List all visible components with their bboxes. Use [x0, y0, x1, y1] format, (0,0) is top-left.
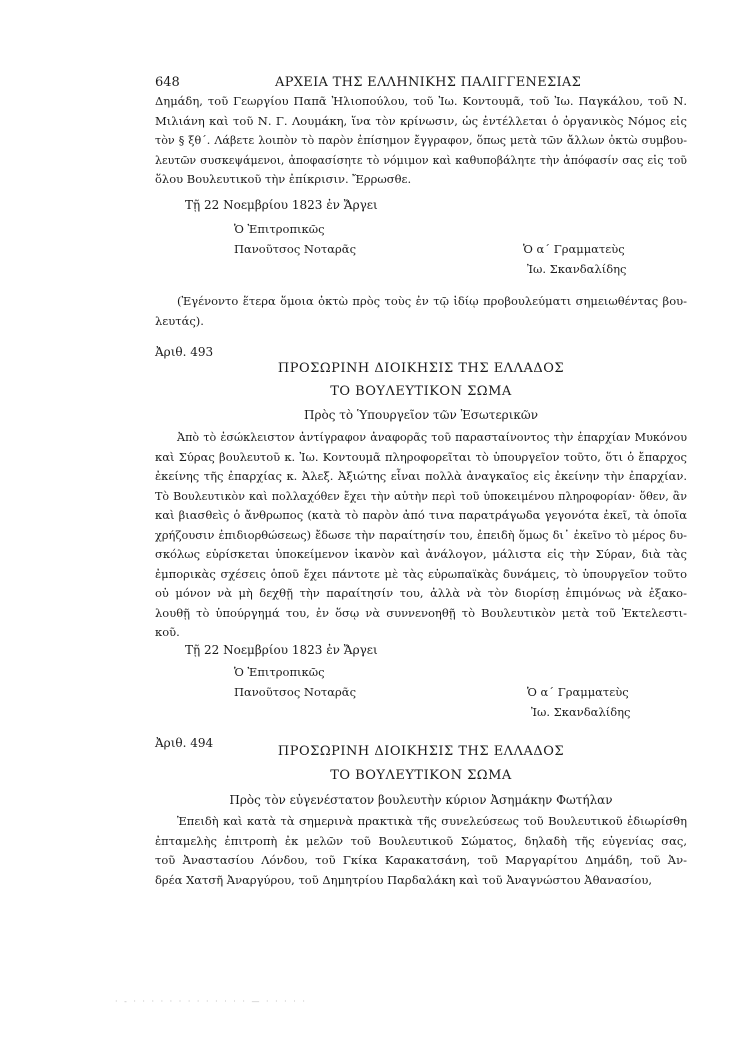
text-line: ὅλου Βουλευτικοῦ τὴν ἐπίκρισιν. Ἔρρωσθε.: [155, 172, 412, 186]
doc2-title-2: ΤΟ ΒΟΥΛΕΥΤΙΚΟΝ ΣΩΜΑ: [330, 384, 512, 399]
doc3-body: [155, 812, 687, 890]
text-line: λουθῇ τὸ ὑπούργημά του, ἐν ὅσῳ νὰ συννενοηθῇ τὸ Βουλευτικὸν μετὰ τοῦ Ἐκτελεστι-: [155, 605, 687, 620]
text-line: Δημάδη, τοῦ Γεωργίου Παπᾶ Ἠλιοπούλου, τοῦ Ἰω. Κοντουμᾶ, τοῦ Ἰω. Παγκάλου, τοῦ Ν.: [155, 94, 687, 108]
doc1-note: [155, 292, 687, 331]
running-title: ΑΡΧΕΙΑ ΤΗΣ ΕΛΛΗΝΙΚΗΣ ΠΑΛΙΓΓΕΝΕΣΙΑΣ: [275, 75, 582, 90]
page-number: 648: [155, 75, 180, 90]
doc2-body: [155, 428, 687, 643]
doc1-signer-right-title: Ὁ α΄ Γραμματεὺς: [523, 242, 625, 256]
doc2-title-1: ΠΡΟΣΩΡΙΝΗ ΔΙΟΙΚΗΣΙΣ ΤΗΣ ΕΛΛΑΔΟΣ: [277, 361, 565, 376]
text-line: τοῦ Ἀναστασίου Λόνδου, τοῦ Γκίκα Καρακατσάνη, τοῦ Μαργαρίτου Δημάδη, τοῦ Ἀν-: [155, 853, 687, 867]
text-line: Μιλιάνη καὶ τοῦ Ν. Γ. Λουμάκη, ἵνα τὸν κρίνωσιν, ὡς ἐντέλλεται ὁ ὀργανικὸς Νόμος εἰς: [155, 113, 687, 128]
text-line: καὶ Σύρας βουλευτοῦ κ. Ἰω. Κοντουμᾶ πληροφορεῖται τὸ ὑπουργεῖον τοῦτο, ὅτι ὁ ἔπαρχος: [155, 449, 687, 464]
text-line: Ἀπὸ τὸ ἐσώκλειστον ἀντίγραφον ἀναφορᾶς τοῦ παρασταίνοντος τὴν ἐπαρχίαν Μυκόνου: [177, 431, 687, 444]
text-line: ἐκείνης τῆς ἐπαρχίας κ. Ἀλεξ. Ἀξιώτης εἶναι πολλὰ ἀναγκαῖος εἰς ἐκείνην τὴν ἐπαρχίαν.: [155, 469, 687, 483]
doc1-signer-right-name: Ἰω. Σκανδαλίδης: [527, 262, 627, 276]
doc2-number: Ἀριθ. 493: [155, 345, 214, 359]
doc3-title-1: ΠΡΟΣΩΡΙΝΗ ΔΙΟΙΚΗΣΙΣ ΤΗΣ ΕΛΛΑΔΟΣ: [277, 744, 565, 759]
doc2-date: Τῇ 22 Νοεμβρίου 1823 ἐν Ἄργει: [185, 643, 378, 657]
text-line: καὶ βιασθεὶς ὁ ἄνθρωπος (κατὰ τὸ παρὸν ἀπό τινα παρατράγωδα γεγονότα ἐκεῖ, τὰ ὁποῖα: [155, 508, 687, 522]
text-line: λευτάς).: [155, 313, 204, 328]
text-line: λευτῶν συσκεψάμενοι, ἀποφασίσητε τὸ νόμιμον καὶ καθυποβάλητε τὴν ἀπόφασίν σας εἰς τοῦ: [155, 153, 687, 167]
text-line: (Ἐγένοντο ἕτερα ὅμοια ὀκτὼ πρὸς τοὺς ἐν τῷ ἰδίῳ προβουλεύματι σημειωθέντας βου-: [177, 294, 687, 308]
doc2-signer-left-title: Ὁ Ἐπιτροπικῶς: [234, 665, 325, 679]
doc3-number: Ἀριθ. 494: [155, 736, 214, 750]
doc1-date: Τῇ 22 Νοεμβρίου 1823 ἐν Ἄργει: [185, 198, 378, 212]
text-line: οὐ μόνον νὰ μὴ δεχθῇ τὴν παραίτησίν του, ἀλλὰ νὰ τὸν διορίσῃ ἐπιμόνως νὰ ἐξακο-: [155, 586, 687, 600]
text-line: ἐπταμελὴς ἐπιτροπὴ ἐκ μελῶν τοῦ Βουλευτικοῦ Σώματος, δηλαδὴ τῆς εὐγενίας σας,: [155, 833, 687, 848]
text-line: χρήζουσιν ἐπιδιορθώσεως) ἔδωσε τὴν παραίτησίν του, ἐπειδὴ ὅμως δι᾽ ἐκεῖνο τὸ μέρος δυ-: [155, 527, 687, 542]
doc2-signer-left-name: Πανοῦτσος Νοταρᾶς: [234, 685, 357, 699]
doc1-signer-left-name: Πανοῦτσος Νοταρᾶς: [234, 242, 357, 256]
doc1-body: [155, 92, 687, 190]
text-line: τὸν § ξθ΄. Λάβετε λοιπὸν τὸ παρὸν ἐπίσημον ἔγγραφον, ὅπως μετὰ τῶν ἄλλων ὀκτὼ συμβου-: [155, 134, 687, 147]
text-line: κοῦ.: [155, 625, 180, 639]
text-line: δρέα Χατσῆ Ἀναργύρου, τοῦ Δημητρίου Παρδαλάκη καὶ τοῦ Ἀναγνώστου Ἀθανασίου,: [155, 872, 652, 887]
text-line: σκόλως εὑρίσκεται ὑποκείμενον ἱκανὸν καὶ ἀνάλογον, μάλιστα εἰς τὴν Σύραν, διὰ τὰς: [155, 547, 687, 561]
doc1-signer-left-title: Ὁ Ἐπιτροπικῶς: [234, 222, 325, 236]
text-line: ἐμπορικὰς σχέσεις ὁποῦ ἔχει πάντοτε μὲ τὰς εὐρωπαϊκὰς δυνάμεις, τὸ ὑπουργεῖον τοῦτο: [155, 566, 687, 581]
text-line: Τὸ Βουλευτικὸν καὶ πολλαχόθεν ἔχει τὴν αὐτὴν περὶ τοῦ ὑποκειμένου πληροφορίαν· ὅθεν, ἂν: [155, 489, 687, 503]
doc2-addressee: Πρὸς τὸ Ὑπουργεῖον τῶν Ἐσωτερικῶν: [304, 408, 538, 422]
scan-specks: · - · · · · · · · · · · · · · — · · · · ·: [115, 997, 307, 1006]
doc3-addressee: Πρὸς τὸν εὐγενέστατον βουλευτὴν κύριον Ἀσημάκην Φωτήλαν: [229, 793, 613, 807]
doc2-signer-right-name: Ἰω. Σκανδαλίδης: [531, 705, 631, 719]
text-line: Ἐπειδὴ καὶ κατὰ τὰ σημερινὰ πρακτικὰ τῆς συνελεύσεως τοῦ Βουλευτικοῦ ἐδιωρίσθη: [177, 814, 687, 828]
doc2-signer-right-title: Ὁ α΄ Γραμματεὺς: [527, 685, 629, 699]
doc3-title-2: ΤΟ ΒΟΥΛΕΥΤΙΚΟΝ ΣΩΜΑ: [330, 768, 512, 783]
